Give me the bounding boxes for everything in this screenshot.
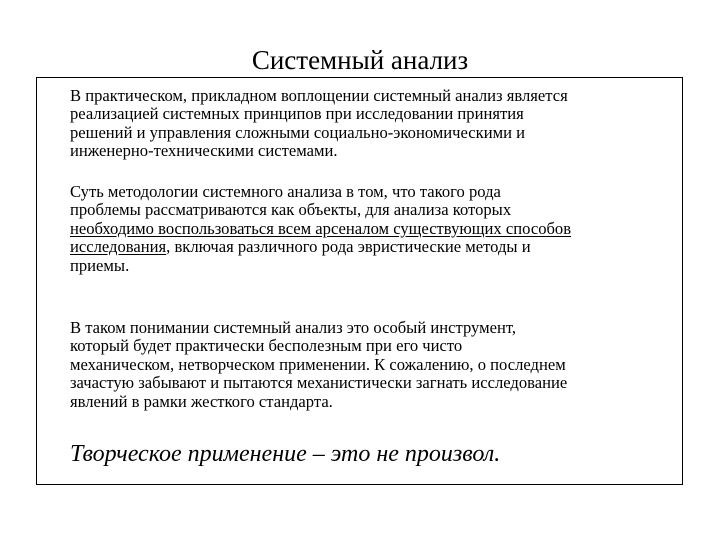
paragraph-line: инженерно-техническими системами. bbox=[70, 141, 338, 161]
paragraph-line: проблемы рассматриваются как объекты, для анализа которых bbox=[70, 200, 512, 220]
paragraph-line: явлений в рамки жесткого стандарта. bbox=[70, 391, 333, 411]
underlined-phrase: исследования bbox=[70, 237, 167, 257]
paragraph-applied-practice bbox=[70, 87, 682, 161]
paragraph-line: приемы. bbox=[70, 255, 130, 275]
paragraph-text: , включая различного рода эвристические методы и bbox=[166, 237, 531, 257]
paragraph-line: В практическом, прикладном воплощении системный анализ является bbox=[70, 86, 568, 105]
slide-title: Системный анализ bbox=[251, 45, 469, 75]
paragraph-line bbox=[70, 238, 682, 256]
paragraph-line: Суть методологии системного анализа в том, что такого рода bbox=[70, 182, 501, 201]
paragraph-understanding bbox=[70, 319, 682, 411]
paragraph-line: реализацией системных принципов при исследовании принятия bbox=[70, 104, 524, 124]
paragraph-line: В таком понимании системный анализ это особый инструмент, bbox=[70, 318, 516, 337]
content-box bbox=[36, 77, 683, 485]
paragraph-line: решений и управления сложными социально-экономическими и bbox=[70, 122, 526, 142]
closing-statement: Творческое применение – это не произвол. bbox=[70, 441, 501, 467]
paragraph-line: который будет практически бесполезным при его чисто bbox=[70, 336, 463, 356]
paragraph-methodology bbox=[70, 183, 682, 275]
paragraph-line: зачастую забывают и пытаются механистически загнать исследование bbox=[70, 373, 568, 393]
underlined-phrase: необходимо воспользоваться всем арсеналом существующих способов bbox=[70, 218, 572, 238]
paragraph-line: механическом, нетворческом применении. К сожалению, о последнем bbox=[70, 354, 566, 374]
